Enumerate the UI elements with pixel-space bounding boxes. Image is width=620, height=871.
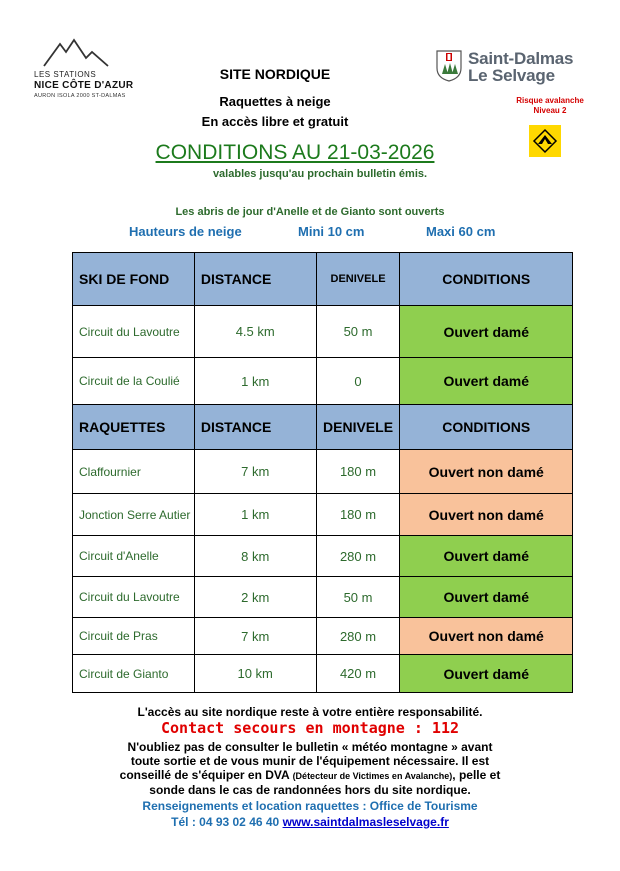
safety-line-2: toute sortie et de vous munir de l'équipement nécessaire. Il est: [130, 754, 490, 768]
snow-depth-max: Maxi 60 cm: [426, 224, 496, 239]
row-distance: 7 km: [194, 450, 316, 494]
row-denivele: 280 m: [316, 618, 400, 655]
row-denivele: 420 m: [316, 655, 400, 693]
avalanche-level: Niveau 2: [533, 106, 567, 115]
crest-icon: [436, 50, 462, 82]
abris-info: Les abris de jour d'Anelle et de Gianto sont ouverts: [175, 206, 445, 218]
safety-line-3a: conseillé de s'équiper en DVA: [119, 768, 293, 782]
table-row: [73, 358, 573, 405]
logo-left-line2: NICE CÔTE D'AZUR: [34, 80, 134, 91]
avalanche-risk: [500, 96, 600, 116]
row-distance: 2 km: [194, 577, 316, 618]
row-denivele: 50 m: [316, 577, 400, 618]
row-condition: Ouvert damé: [400, 536, 573, 577]
row-condition: Ouvert damé: [400, 306, 573, 358]
row-condition: Ouvert damé: [400, 358, 573, 405]
mountain-icon: [42, 38, 112, 68]
phone-number: Tél : 04 93 02 46 40: [171, 815, 283, 829]
row-name: Circuit du Lavoutre: [73, 577, 195, 618]
snow-depth-min: Mini 10 cm: [298, 224, 365, 239]
raquettes-header-conditions: CONDITIONS: [400, 405, 573, 450]
website-link[interactable]: www.saintdalmasleselvage.fr: [282, 815, 449, 829]
validity-note: valables jusqu'au prochain bulletin émis.: [212, 168, 428, 180]
raquettes-header-distance: DISTANCE: [194, 405, 316, 450]
row-name: Circuit de Gianto: [73, 655, 195, 693]
row-name: Claffournier: [73, 450, 195, 494]
avalanche-label: Risque avalanche: [516, 96, 584, 105]
safety-line-3c: , pelle et: [452, 768, 501, 782]
row-distance: 8 km: [194, 536, 316, 577]
conditions-table: [72, 252, 573, 693]
table-row: [73, 577, 573, 618]
row-distance: 10 km: [194, 655, 316, 693]
safety-advice: [20, 740, 600, 797]
safety-line-3: [20, 768, 600, 783]
row-denivele: 50 m: [316, 306, 400, 358]
row-distance: 1 km: [194, 494, 316, 536]
row-name: Circuit de Pras: [73, 618, 195, 655]
row-name: Circuit de la Coulié: [73, 358, 195, 405]
row-denivele: 280 m: [316, 536, 400, 577]
logo-les-stations: [32, 38, 144, 108]
ski-header-denivele: DENIVELE: [316, 253, 400, 306]
row-condition: Ouvert non damé: [400, 494, 573, 536]
table-row: [73, 306, 573, 358]
row-distance: 4.5 km: [194, 306, 316, 358]
table-row: [73, 618, 573, 655]
subtitle-raquettes: Raquettes à neige: [219, 94, 331, 109]
row-denivele: 0: [316, 358, 400, 405]
conditions-title: CONDITIONS AU 21-03-2026: [155, 141, 435, 164]
row-name: Circuit d'Anelle: [73, 536, 195, 577]
safety-line-1: N'oubliez pas de consulter le bulletin « météo montagne » avant: [127, 740, 493, 754]
avalanche-risk-icon: [529, 125, 561, 157]
site-title: SITE NORDIQUE: [219, 66, 331, 82]
logo-left-line3: AURON ISOLA 2000 ST-DALMAS: [34, 93, 126, 99]
raquettes-header-row: [73, 405, 573, 450]
ski-header-distance: DISTANCE: [194, 253, 316, 306]
ski-header-row: [73, 253, 573, 306]
snow-depth-label: Hauteurs de neige: [129, 224, 242, 239]
row-distance: 1 km: [194, 358, 316, 405]
raquettes-header-denivele: DENIVELE: [316, 405, 400, 450]
table-row: [73, 655, 573, 693]
table-row: [73, 450, 573, 494]
row-denivele: 180 m: [316, 450, 400, 494]
logo-left-line1: LES STATIONS: [34, 70, 97, 79]
ski-header-name: SKI DE FOND: [73, 253, 195, 306]
contact-line: [20, 815, 600, 829]
subtitle-acces: En accès libre et gratuit: [201, 114, 349, 129]
row-name: Circuit du Lavoutre: [73, 306, 195, 358]
row-denivele: 180 m: [316, 494, 400, 536]
row-name: Jonction Serre Autier: [73, 494, 195, 536]
row-condition: Ouvert damé: [400, 655, 573, 693]
emergency-contact: Contact secours en montagne : 112: [160, 719, 459, 737]
table-row: [73, 494, 573, 536]
safety-line-4: sonde dans le cas de randonnées hors du site nordique.: [149, 783, 471, 797]
logo-saint-dalmas: [436, 50, 596, 90]
logo-right-line1: Saint-Dalmas: [468, 49, 574, 68]
ski-header-conditions: CONDITIONS: [400, 253, 573, 306]
responsibility-note: L'accès au site nordique reste à votre entière responsabilité.: [137, 705, 483, 719]
row-condition: Ouvert damé: [400, 577, 573, 618]
dva-definition: (Détecteur de Victimes en Avalanche): [292, 771, 453, 781]
raquettes-header-name: RAQUETTES: [73, 405, 195, 450]
logo-right-line2: Le Selvage: [468, 66, 555, 85]
row-condition: Ouvert non damé: [400, 618, 573, 655]
row-condition: Ouvert non damé: [400, 450, 573, 494]
row-distance: 7 km: [194, 618, 316, 655]
table-row: [73, 536, 573, 577]
info-rental: Renseignements et location raquettes : Office de Tourisme: [142, 799, 478, 813]
